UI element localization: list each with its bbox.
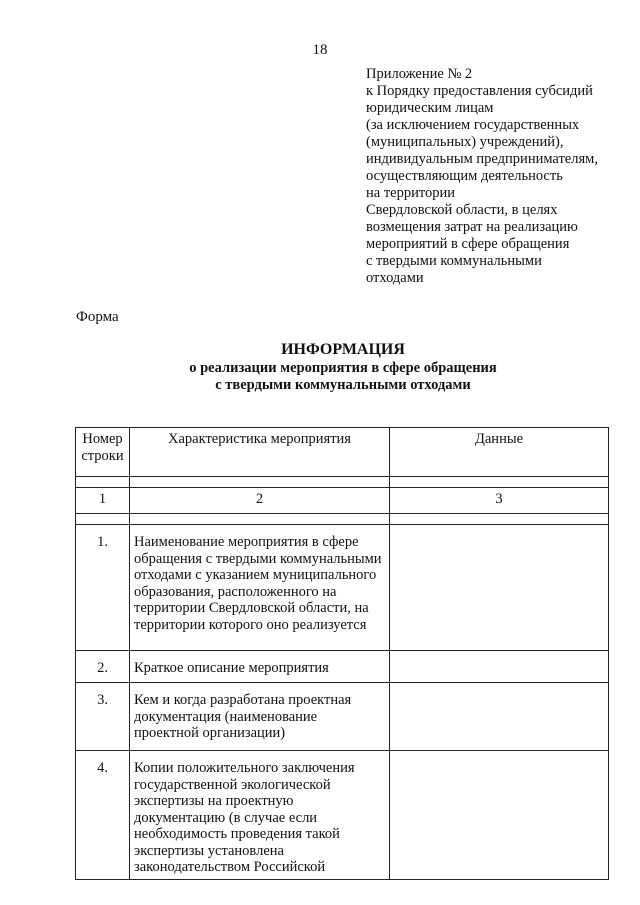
column-number: 3 (390, 488, 609, 514)
table-column-numbers-row (76, 488, 609, 514)
separator-cell (76, 514, 130, 525)
appendix-line: возмещения затрат на реализацию (366, 219, 578, 235)
table-separator-row (76, 477, 609, 488)
row-data-cell[interactable] (390, 651, 609, 683)
appendix-line: (муниципальных) учреждений), (366, 134, 564, 150)
appendix-line: осуществляющим деятельность (366, 168, 563, 184)
header-number: Номер строки (76, 428, 130, 477)
table-row (76, 751, 609, 880)
appendix-line: индивидуальным предпринимателям, (366, 151, 598, 167)
separator-cell (390, 477, 609, 488)
form-label: Форма (76, 309, 119, 325)
row-characteristic: Копии положительного заключения государственной экологической экспертизы на проектную документацию (в случае если необходимость проведения такой экспертизы установлена законодательством Российской (130, 751, 390, 880)
table-header-row (76, 428, 609, 477)
row-data-cell[interactable] (390, 683, 609, 751)
appendix-line: Приложение № 2 (366, 66, 473, 82)
header-data: Данные (390, 428, 609, 477)
appendix-line: мероприятий в сфере обращения (366, 236, 570, 252)
appendix-line: с твердыми коммунальными (366, 253, 542, 269)
appendix-line: юридическим лицам (366, 100, 494, 116)
row-characteristic: Наименование мероприятия в сфере обращения с твердыми коммунальными отходами с указанием муниципального образования, расположенного на территории Свердловской области, на территории которого оно реализуется (130, 525, 390, 651)
information-table (75, 427, 609, 880)
separator-cell (130, 514, 390, 525)
row-number: 4. (76, 751, 130, 880)
separator-cell (130, 477, 390, 488)
row-number: 3. (76, 683, 130, 751)
table-row (76, 651, 609, 683)
row-data-cell[interactable] (390, 525, 609, 651)
table-row (76, 683, 609, 751)
title-subtitle-line: о реализации мероприятия в сфере обращения (189, 360, 497, 376)
table-separator-row (76, 514, 609, 525)
appendix-line: к Порядку предоставления субсидий (366, 83, 593, 99)
appendix-header (366, 66, 626, 287)
appendix-line: (за исключением государственных (366, 117, 580, 133)
appendix-line: отходами (366, 270, 424, 286)
column-number: 2 (130, 488, 390, 514)
page-number: 18 (312, 42, 328, 58)
separator-cell (390, 514, 609, 525)
title-subtitle-line: с твердыми коммунальными отходами (215, 377, 471, 393)
row-number: 2. (76, 651, 130, 683)
document-title (0, 340, 640, 394)
table-row (76, 525, 609, 651)
row-data-cell[interactable] (390, 751, 609, 880)
row-characteristic: Кем и когда разработана проектная документация (наименование проектной организации) (130, 683, 390, 751)
row-number: 1. (76, 525, 130, 651)
row-characteristic: Краткое описание мероприятия (130, 651, 390, 683)
appendix-line: на территории (366, 185, 456, 201)
appendix-line: Свердловской области, в целях (366, 202, 558, 218)
column-number: 1 (76, 488, 130, 514)
header-characteristic: Характеристика мероприятия (130, 428, 390, 477)
title-main: ИНФОРМАЦИЯ (281, 341, 405, 358)
separator-cell (76, 477, 130, 488)
